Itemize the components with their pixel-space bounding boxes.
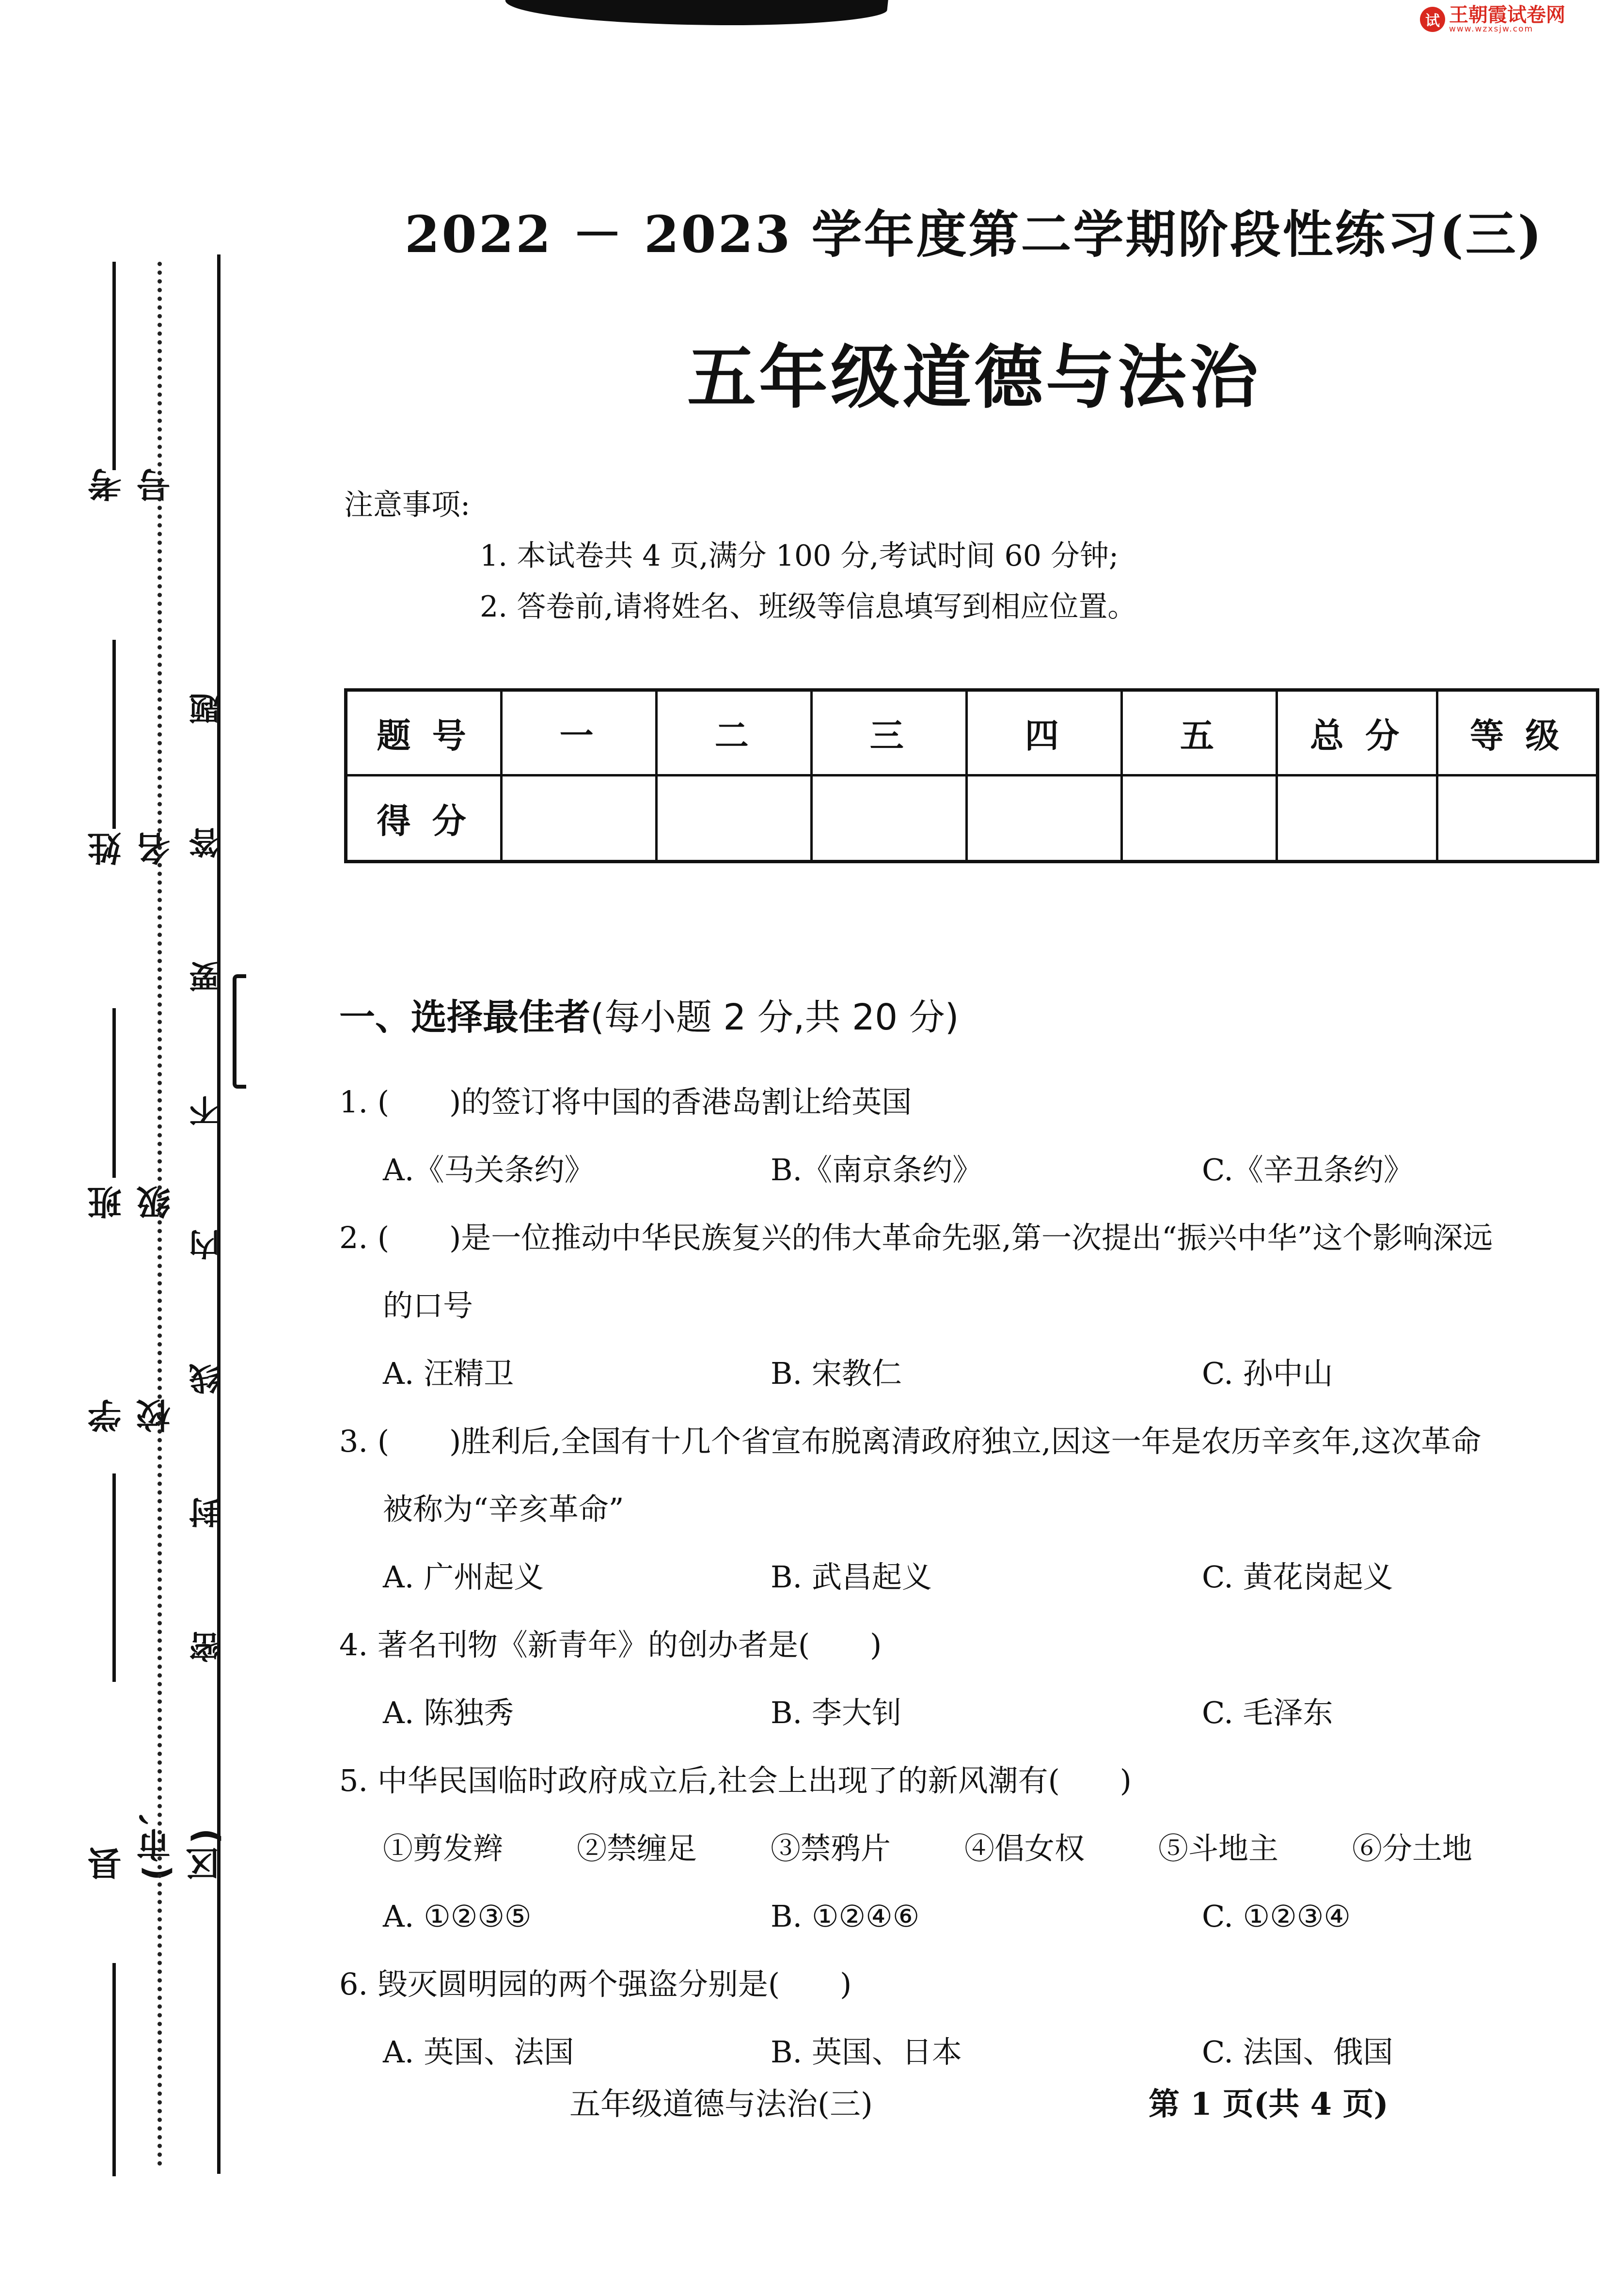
- score-table-header: 一: [502, 690, 657, 776]
- list-item: ④倡女权: [964, 1831, 1085, 1866]
- watermark-name: 王朝霞试卷网: [1449, 4, 1565, 26]
- binding-line: [217, 254, 221, 2174]
- score-cell[interactable]: [502, 776, 657, 862]
- score-table-header: 四: [967, 690, 1122, 776]
- score-cell[interactable]: [657, 776, 812, 862]
- question-stem: ( )是一位推动中华民族复兴的伟大革命先驱,第一次提出“振兴中华”这个影响深远: [377, 1220, 1493, 1255]
- score-table-score-row: [346, 776, 1598, 862]
- list-item: ⑤斗地主: [1158, 1831, 1279, 1866]
- seal-char: 线: [189, 1363, 225, 1394]
- option-b[interactable]: B. ①②④⑥: [771, 1899, 920, 1934]
- option-b[interactable]: B. 李大钊: [771, 1695, 902, 1730]
- note-item: 1. 本试卷共 4 页,满分 100 分,考试时间 60 分钟;: [480, 539, 1119, 573]
- note-item: 2. 答卷前,请将姓名、班级等信息填写到相应位置。: [480, 590, 1137, 624]
- question-stem-continued: 的口号: [383, 1288, 473, 1323]
- seal-line-notice: [185, 693, 230, 1663]
- list-item: ⑥分土地: [1352, 1831, 1473, 1866]
- option-c[interactable]: C.《辛丑条约》: [1202, 1152, 1414, 1188]
- question-stem: ( )的签订将中国的香港岛割让给英国: [377, 1084, 912, 1120]
- county-blank[interactable]: [112, 1963, 116, 2176]
- score-cell[interactable]: [1277, 776, 1437, 862]
- option-a[interactable]: A.《马关条约》: [383, 1152, 595, 1188]
- question-stem: 著名刊物《新青年》的创办者是( ): [377, 1627, 882, 1663]
- list-item: ①剪发辫: [383, 1831, 504, 1866]
- exam-title: 2022 － 2023 学年度第二学期阶段性练习(三): [405, 205, 1544, 264]
- question-5: [339, 1747, 1609, 1950]
- seal-char: 题: [189, 693, 225, 725]
- class-label: 班级: [87, 1183, 176, 1219]
- option-c[interactable]: C. ①②③④: [1202, 1899, 1351, 1934]
- option-c[interactable]: C. 黄花岗起义: [1202, 1559, 1393, 1595]
- question-stem: 毁灭圆明园的两个强盗分别是( ): [377, 1966, 852, 2002]
- question-number: 2.: [339, 1220, 368, 1255]
- question-number: 1.: [339, 1084, 368, 1120]
- question-3: [339, 1408, 1609, 1611]
- question-stem: ( )胜利后,全国有十几个省宣布脱离清政府独立,因这一年是农历辛亥年,这次革命: [377, 1424, 1481, 1459]
- question-4: [339, 1611, 1609, 1747]
- question-stem-continued: 被称为“辛亥革命”: [383, 1491, 624, 1527]
- seal-char: 密: [189, 1631, 225, 1663]
- option-a[interactable]: A. 英国、法国: [383, 2034, 574, 2070]
- exam-number-label: 考号: [87, 465, 176, 502]
- option-c[interactable]: C. 孙中山: [1202, 1356, 1333, 1391]
- class-blank[interactable]: [112, 1008, 116, 1178]
- question-number: 4.: [339, 1627, 368, 1663]
- list-item: ③禁鸦片: [771, 1831, 891, 1866]
- score-table-header-row: [346, 690, 1598, 776]
- option-a[interactable]: A. 广州起义: [383, 1559, 544, 1595]
- binding-bracket: [233, 974, 246, 1089]
- option-c[interactable]: C. 法国、俄国: [1202, 2034, 1393, 2070]
- option-a[interactable]: A. 陈独秀: [383, 1695, 514, 1730]
- score-table-header: 三: [812, 690, 967, 776]
- seal-char: 要: [189, 961, 225, 993]
- footer-subject: 五年级道德与法治(三): [569, 2087, 873, 2122]
- option-b[interactable]: B.《南京条约》: [771, 1152, 983, 1188]
- footer-page-number: 第 1 页(共 4 页): [1149, 2086, 1388, 2122]
- option-a[interactable]: A. ①②③⑤: [383, 1899, 532, 1934]
- list-item: ②禁缠足: [577, 1831, 697, 1866]
- scan-smudge: [503, 0, 888, 25]
- score-cell[interactable]: [1122, 776, 1277, 862]
- score-cell[interactable]: [967, 776, 1122, 862]
- section-1-title: 一、选择最佳者: [339, 997, 590, 1038]
- score-table-header: 总 分: [1277, 690, 1437, 776]
- question-6: [339, 1950, 1609, 2086]
- option-b[interactable]: B. 英国、日本: [771, 2034, 962, 2070]
- seal-char: 内: [189, 1229, 225, 1261]
- score-table-header: 题 号: [346, 690, 502, 776]
- notes: [344, 480, 1136, 633]
- watermark: [1420, 5, 1565, 34]
- section-1-note: (每小题 2 分,共 20 分): [590, 997, 959, 1038]
- score-row-label: 得 分: [346, 776, 502, 862]
- seal-char: 不: [189, 1095, 225, 1126]
- option-c[interactable]: C. 毛泽东: [1202, 1695, 1333, 1730]
- section-1-heading: [339, 989, 1609, 1040]
- question-stem: 中华民国临时政府成立后,社会上出现了的新风潮有( ): [377, 1763, 1132, 1798]
- question-number: 3.: [339, 1424, 368, 1459]
- watermark-url: www.wzxsjw.com: [1449, 24, 1534, 34]
- question-5-items: [339, 1815, 1609, 1883]
- option-b[interactable]: B. 宋教仁: [771, 1356, 902, 1391]
- question-2: [339, 1204, 1609, 1408]
- exam-number-blank[interactable]: [112, 262, 116, 470]
- county-label: 县(市、区): [87, 1789, 225, 1881]
- dotted-cut-line: [158, 262, 162, 2167]
- score-table-header: 二: [657, 690, 812, 776]
- option-a[interactable]: A. 汪精卫: [383, 1356, 514, 1391]
- exam-subject: 五年级道德与法治: [687, 337, 1261, 418]
- score-table-header: 五: [1122, 690, 1277, 776]
- name-blank[interactable]: [112, 640, 116, 829]
- notes-heading: 注意事项:: [344, 488, 471, 522]
- seal-char: 答: [189, 827, 225, 858]
- section-1: [339, 989, 1609, 2086]
- option-b[interactable]: B. 武昌起义: [771, 1559, 932, 1595]
- name-label: 姓名: [87, 829, 176, 866]
- score-table-header: 等 级: [1437, 690, 1597, 776]
- seal-char: 封: [189, 1497, 225, 1529]
- question-1: [339, 1068, 1609, 1204]
- score-cell[interactable]: [812, 776, 967, 862]
- school-label: 学校: [87, 1396, 176, 1433]
- question-number: 5.: [339, 1763, 368, 1798]
- score-table: [344, 688, 1599, 863]
- school-blank[interactable]: [112, 1473, 116, 1682]
- score-cell[interactable]: [1437, 776, 1597, 862]
- watermark-logo-icon: 试: [1420, 7, 1445, 32]
- question-number: 6.: [339, 1966, 368, 2002]
